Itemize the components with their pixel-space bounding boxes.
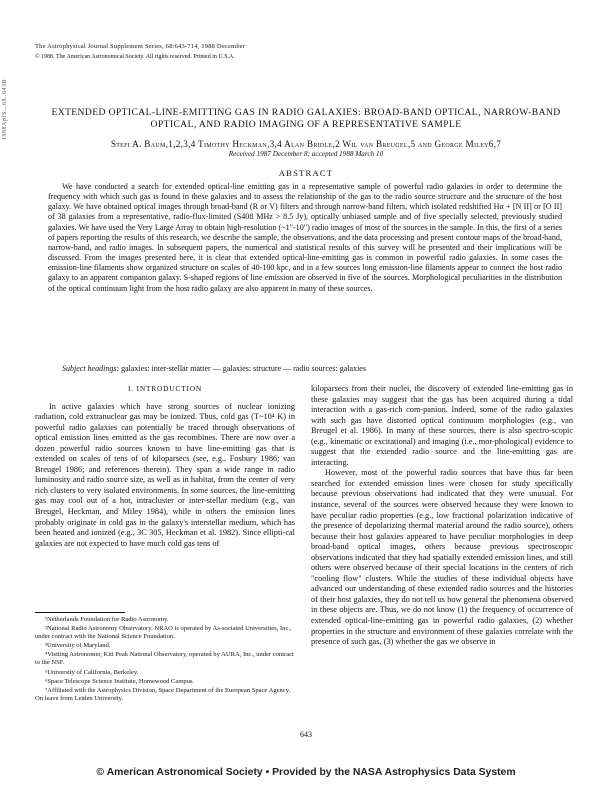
copyright-line: © 1988. The American Astronomical Society. All rights reserved. Printed in U.S.A. xyxy=(35,54,235,60)
copyright-symbol: © xyxy=(96,767,105,778)
footer-text: American Astronomical Society • Provided by the NASA Astrophysics Data System xyxy=(106,767,516,778)
right-column xyxy=(311,384,573,648)
footnote: ⁵University of California, Berkeley. xyxy=(45,668,139,676)
footnote: ⁴Visiting Astronomer, Kitt Peak National Observatory, operated by AURA, Inc., under contract to the NSF. xyxy=(35,651,294,667)
page-number: 643 xyxy=(300,730,312,739)
body-paragraph: kiloparsecs from their nuclei, the discovery of extended line-emitting gas in these galaxies may suggest that the gas has been acquired during a tidal interaction with a gas-rich com-panion. Indeed, some of the radio galaxies with such gas have distorted optical continuum morphologies (e.g., van Breugel et al. 1986). In many of these sources, there is also spectro-scopic (e.g., kinematic or excitational) and imaging (i.e., mor-phological) evidence to suggest that the extended radio source and the line-emitting gas are interacting. xyxy=(311,384,573,467)
footnote-rule xyxy=(35,612,125,613)
received-dates: Received 1987 December 8; accepted 1988 March 10 xyxy=(228,150,384,158)
section-heading: I. INTRODUCTION xyxy=(128,384,202,393)
bibcode-stamp: 1988ApJS...68..643B xyxy=(2,78,8,140)
ads-footer xyxy=(0,767,612,778)
running-head: The Astrophysical Journal Supplement Series, 68:643-714, 1988 December xyxy=(35,43,246,50)
footnotes xyxy=(35,616,295,704)
footnote: ¹Netherlands Foundation for Radio Astronomy. xyxy=(45,616,169,623)
subject-headings-list: galaxies: inter-stellar matter — galaxies: structure — radio sources: galaxies xyxy=(121,364,366,373)
intro-paragraph: In active galaxies which have strong sources of nuclear ionizing radiation, cold extranuclear gas may be ionized. Thus, cold gas (T~10⁴ K) in powerful radio galaxies can potentially be traced through observations of optical emission lines emitted as the gas recombines. There are now over a dozen powerful radio sources known to have line-emitting gas that is extended on scales of tens of of kiloparsecs (see, e.g., Fosbury 1986; van Breugel 1986; and references therein). They span a wide range in radio luminosity and radio source size, as well as in habitat, from the center of very rich clusters to very isolated environments. In some sources, the line-emitting gas may cool out of a hot, intracluster or inter-stellar medium (e.g., van Breugel, Heckman, and Miley 1984), while in others the emission lines probably originate in cold gas in the galaxy's interstellar medium, which has been heated and ionized (e.g., 3C 305, Heckman et al. 1982). Since ellipti-cal galaxies are not expected to have much cold gas tens of xyxy=(35,401,295,548)
footnote: ²National Radio Astronomy Observatory. NRAO is operated by As-sociated Universities, Inc., under contract with the National Science Foundation. xyxy=(35,625,292,641)
footnote: ⁶Space Telescope Science Institute, Homewood Campus. xyxy=(45,677,195,685)
body-paragraph: However, most of the powerful radio sources that have thus far been searched for extended emission lines were chosen for study specifically because previous observations had indicated that they were unusual. For instance, several of the sources were observed because they were known to have peculiar radio properties (e.g., low fractional polarization indicative of the presence of depolarizing thermal material around the radio source), others because their host galaxies appeared to have peculiar morphologies in deep broad-band optical images, others because previous spectroscopic observations indicated that they had spatially extended emission lines, and still others were observed because of their special locations in the centers of rich "cooling flow" clusters. While the studies of these individual objects have advanced our understanding of these extended radio sources and the histories of their host galaxies, they do not tell us how general the phenomena observed in these objects are. Thus, we do not know (1) the frequency of occurrence of extended optical-line-emitting gas in powerful radio galaxies, (2) whether properties in the structure and environment of these galaxies correlate with the presence of such gas, (3) whether the gas we observe in xyxy=(311,468,573,647)
subject-headings-label: Subject headings: xyxy=(62,364,120,373)
abstract-heading: ABSTRACT xyxy=(278,168,334,178)
abstract-text: We have conducted a search for extended optical-line emitting gas in a representative sample of powerful radio galaxies in order to determine the frequency with which such gas is found in these galaxies and to assess the relationship of the gas to the radio source structure and the structure of the host galaxy. We have obtained optical images through broad-band (R or V) filters and through narrow-band filters, which isolated redshifted Hα + [N II] or [O II] of 38 galaxies from a representative, radio-flux-limited (S408 MHz > 8.5 Jy), optically unbiased sample and of five specially selected, previously studied galaxies. We have used the Very Large Array to obtain high-resolution (~1"-10") radio images of most of the sources in the sample. In this, the first of a series of papers reporting the results of this research, we describe the sample, the observations, and the data processing and present contour maps of the broad-band, narrow-band, and radio images. In subsequent papers, the numerical and statistical results of this survey will be presented and their implications will be discussed. From the images presented here, it is clear that extended optical-line-emitting gas is common in powerful radio galaxies. In some cases the emission-line filaments show organized structure on scales of 40-100 kpc, and in a few sources long emission-line filaments appear to connect the host radio galaxy to an apparent companion galaxy. S-shaped regions of line emission are observed in five of the sources. Morphological peculiarities in the distribution of the optical continuum light from the host radio galaxy are also apparent in many of these sources. xyxy=(48,182,562,293)
subject-headings xyxy=(62,364,562,373)
paper-title: EXTENDED OPTICAL-LINE-EMITTING GAS IN RADIO GALAXIES: BROAD-BAND OPTICAL, NARROW-BAND OPTICAL, AND RADIO IMAGING OF A REPRESENTATIVE SAMPLE xyxy=(51,107,561,130)
author-list: Stefi A. Baum,1,2,3,4 Timothy Heckman,3,4 Alan Bridle,2 Wil van Breugel,5 and George Miley6,7 xyxy=(110,139,502,149)
footnote: ⁷Affiliated with the Astrophysics Division, Space Department of the European Space Agency. On leave from Leiden University. xyxy=(35,686,291,702)
left-column xyxy=(35,384,295,549)
footnote: ³University of Maryland. xyxy=(45,642,111,650)
